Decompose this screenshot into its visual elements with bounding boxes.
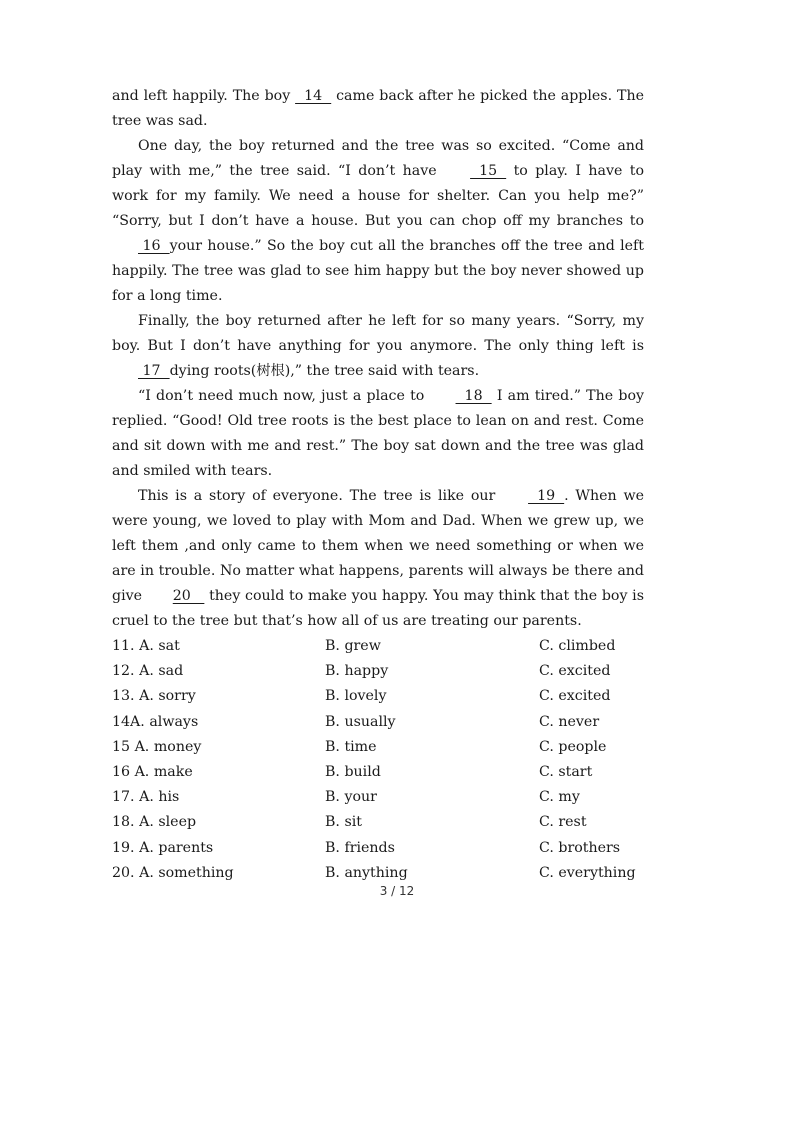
story-passage — [112, 84, 644, 634]
blank-18: 18 — [455, 388, 492, 404]
option-row-14: 14A. always B. usually C. never — [112, 713, 600, 730]
option-row-16: 16 A. make B. build C. start — [112, 763, 593, 780]
blank-17: 17 — [138, 363, 170, 379]
page-number: 3 / 12 — [379, 884, 415, 898]
option-row-12: 12. A. sad B. happy C. excited — [112, 663, 611, 680]
paragraph-1: and left happily. The boy 14 came back after he picked the apples. The tree was sad. — [112, 84, 644, 134]
option-row-15: 15 A. money B. time C. people — [112, 738, 607, 755]
option-row-20: 20. A. something B. anything C. everything — [112, 864, 636, 881]
option-row-19: 19. A. parents B. friends C. brothers — [112, 839, 621, 856]
paragraph-4: “I don’t need much now, just a place to 18 I am tired.” The boy replied. “Good! Old tree roots is the best place to lean on and rest. Come and sit down with me and rest.” The boy sat down and the tree was glad and smiled with tears. — [112, 384, 644, 484]
paragraph-2: One day, the boy returned and the tree was so excited. “Come and play with me,” the tree said. “I don’t have 15 to play. I have to work for my family. We need a house for shelter. Can you help me?” “Sorry, but I don’t have a house. But you can chop off my branches to 16 your house.” So the boy cut all the branches off the tree and left happily. The tree was glad to see him happy but the boy never showed up for a long time. — [112, 138, 644, 304]
option-row-13: 13. A. sorry B. lovely C. excited — [112, 688, 611, 705]
option-row-17: 17. A. his B. your C. my — [112, 789, 580, 806]
answer-options — [112, 634, 652, 886]
paragraph-5: This is a story of everyone. The tree is like our 19 . When we were young, we loved to play with Mom and Dad. When we grew up, we left them ,and only came to them when we need something or when we are in trouble. No matter what happens, parents will always be there and give 20 they could to make you happy. You may think that the boy is cruel to the tree but that’s how all of us are treating our parents. — [112, 484, 644, 634]
blank-14: 14 — [295, 88, 332, 104]
paragraph-3: Finally, the boy returned after he left for so many years. “Sorry, my boy. But I don’t have anything for you anymore. The only thing left is 17 dying roots(树根),” the tree said with tears. — [112, 309, 644, 384]
blank-19: 19 — [528, 488, 565, 504]
option-row-18: 18. A. sleep B. sit C. rest — [112, 814, 587, 831]
blank-20: 20 — [172, 588, 205, 604]
blank-15: 15 — [470, 163, 507, 179]
option-row-11: 11. A. sat B. grew C. climbed — [112, 638, 616, 654]
blank-16: 16 — [138, 238, 170, 254]
